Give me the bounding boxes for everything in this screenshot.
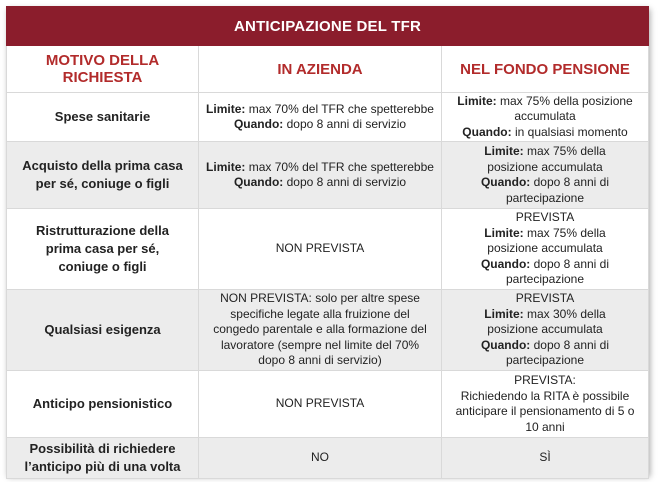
when-label: Quando: — [462, 124, 512, 139]
row-fund-cell — [442, 142, 649, 209]
row-reason: Anticipo pensionistico — [7, 371, 199, 438]
fund-limit: max 75% della posizione accumulata — [487, 225, 606, 256]
fund-status: PREVISTA — [515, 291, 575, 306]
fund-when: dopo 8 anni di partecipazione — [505, 256, 610, 287]
table-row — [7, 438, 649, 479]
row-fund-cell: SÌ — [442, 438, 649, 479]
table-row — [7, 93, 649, 142]
col-header-fund: NEL FONDO PENSIONE — [442, 46, 649, 93]
table-row — [7, 290, 649, 371]
limit-label: Limite: — [206, 101, 246, 116]
limit-label: Limite: — [484, 306, 524, 321]
table-title: ANTICIPAZIONE DEL TFR — [7, 7, 649, 46]
row-reason: Qualsiasi esigenza — [7, 290, 199, 371]
row-fund-cell — [442, 93, 649, 142]
row-company-cell: NO — [199, 438, 442, 479]
fund-status: PREVISTA: — [514, 373, 576, 387]
title-row — [7, 7, 649, 46]
when-label: Quando: — [480, 256, 531, 271]
fund-text: Richiedendo la RITA è possibile anticipare il pensionamento di 5 o 10 anni — [455, 388, 635, 434]
row-reason: Ristrutturazione della prima casa per sé, coniuge o figli — [7, 209, 199, 290]
company-when: dopo 8 anni di servizio — [286, 175, 407, 189]
table-row — [7, 209, 649, 290]
fund-when: in qualsiasi momento — [514, 124, 628, 139]
row-company-cell — [199, 93, 442, 142]
when-label: Quando: — [480, 175, 531, 189]
row-company-cell: NON PREVISTA: solo per altre spese specifiche legate alla fruizione del congedo parentale e alla formazione del lavoratore (sempre nel limite del 70% dopo 8 anni di servizio) — [199, 290, 442, 371]
when-label: Quando: — [233, 175, 284, 189]
company-limit: max 70% del TFR che spetterebbe — [248, 101, 434, 116]
row-reason: Acquisto della prima casa per sé, coniuge o figli — [7, 142, 199, 209]
fund-when: dopo 8 anni di partecipazione — [505, 337, 610, 368]
when-label: Quando: — [233, 117, 284, 131]
fund-status: PREVISTA — [515, 210, 575, 225]
limit-label: Limite: — [206, 159, 246, 174]
fund-limit: max 30% della posizione accumulata — [487, 306, 606, 337]
col-header-company: IN AZIENDA — [199, 46, 442, 93]
when-label: Quando: — [480, 337, 531, 352]
row-fund-cell — [442, 290, 649, 371]
row-company-cell — [199, 142, 442, 209]
tfr-comparison-table — [6, 6, 649, 479]
fund-when: dopo 8 anni di partecipazione — [505, 175, 610, 205]
row-company-cell: NON PREVISTA — [199, 209, 442, 290]
table-row — [7, 142, 649, 209]
header-row — [7, 46, 649, 93]
table-row — [7, 371, 649, 438]
row-reason: Spese sanitarie — [7, 93, 199, 142]
row-company-cell: NON PREVISTA — [199, 371, 442, 438]
row-fund-cell — [442, 209, 649, 290]
row-fund-cell — [442, 371, 649, 438]
fund-limit: max 75% della posizione accumulata — [487, 144, 606, 174]
company-when: dopo 8 anni di servizio — [286, 117, 407, 131]
limit-label: Limite: — [457, 93, 497, 108]
limit-label: Limite: — [484, 144, 524, 158]
col-header-reason: MOTIVO DELLA RICHIESTA — [7, 46, 199, 93]
company-limit: max 70% del TFR che spetterebbe — [248, 159, 434, 174]
limit-label: Limite: — [484, 225, 524, 240]
row-reason: Possibilità di richiedere l’anticipo più di una volta — [7, 438, 199, 479]
fund-limit: max 75% della posizione accumulata — [499, 93, 633, 124]
tfr-table-card — [6, 6, 648, 474]
